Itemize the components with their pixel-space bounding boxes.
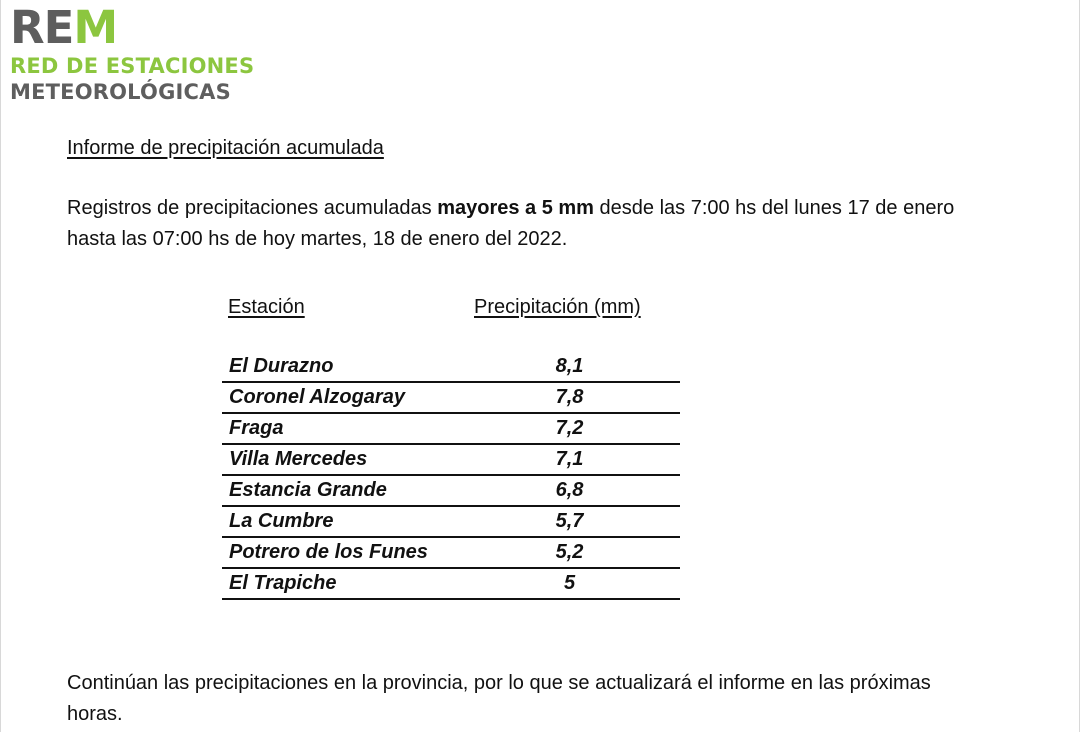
rem-logo [10, 1, 255, 105]
station-name: El Trapiche [229, 572, 337, 594]
table-row [222, 538, 680, 569]
station-name: Coronel Alzogaray [229, 386, 405, 408]
station-name: Villa Mercedes [229, 448, 368, 470]
table-row [222, 476, 680, 507]
station-name: Fraga [229, 417, 284, 439]
table-row [222, 507, 680, 538]
station-name: La Cumbre [229, 510, 334, 532]
precipitation-table [222, 296, 680, 600]
table-row [222, 383, 680, 414]
report-footer: Continúan las precipitaciones en la provincia, por lo que se actualizará el informe en las próximas horas. [67, 672, 931, 725]
precipitation-value: 5 [563, 572, 576, 594]
station-name: El Durazno [229, 355, 334, 377]
precipitation-value: 6,8 [555, 479, 584, 501]
logo-tagline-2: METEOROLÓGICAS [10, 80, 231, 104]
precipitation-value: 7,8 [555, 386, 584, 408]
table-row [222, 445, 680, 476]
header-station: Estación [228, 296, 305, 318]
logo-tagline-1: RED DE ESTACIONES [10, 54, 255, 78]
precipitation-value: 7,1 [555, 448, 584, 470]
intro-text-end: desde las 7:00 hs del lunes 17 de enero hasta las 07:00 hs de hoy martes, 18 de enero del 2022. [67, 197, 955, 250]
precipitation-value: 7,2 [555, 417, 584, 439]
precipitation-value: 8,1 [555, 355, 584, 377]
table-row [222, 352, 680, 383]
logo-mark-m: M [73, 1, 118, 54]
intro-text-bold: mayores a 5 mm [437, 197, 594, 219]
station-name: Estancia Grande [229, 479, 387, 501]
logo-mark-re: RE [10, 1, 74, 54]
table-row [222, 414, 680, 445]
header-precipitation: Precipitación (mm) [474, 296, 641, 318]
logo-mark [10, 1, 254, 54]
report-intro [67, 193, 987, 255]
intro-text-start: Registros de precipitaciones acumuladas [67, 197, 438, 219]
station-name: Potrero de los Funes [229, 541, 428, 563]
precipitation-value: 5,7 [555, 510, 584, 532]
table-header [222, 296, 680, 326]
table-row [222, 569, 680, 600]
report-title: Informe de precipitación acumulada [67, 137, 384, 159]
precipitation-value: 5,2 [555, 541, 584, 563]
table-body [222, 352, 680, 600]
